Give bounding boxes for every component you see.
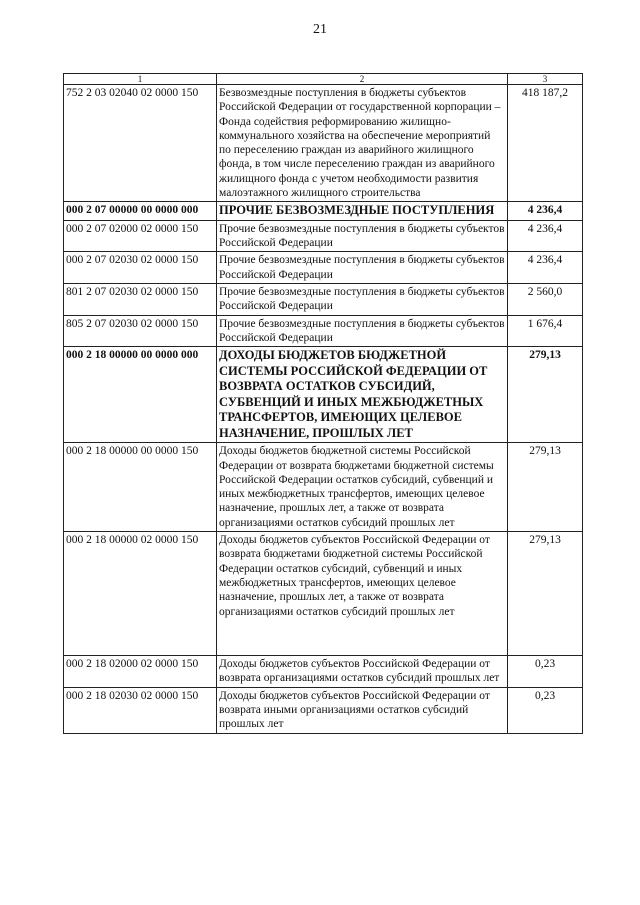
- amount-cell: 4 236,4: [508, 220, 583, 252]
- amount-cell: 4 236,4: [508, 202, 583, 221]
- revenue-name-cell: Доходы бюджетов бюджетной системы Российской Федерации от возврата бюджетами бюджетной системы Российской Федерации остатков субсидий, субвенций и иных межбюджетных трансфертов, имеющих целевое назначение, прошлых лет, а также от возврата организациями остатков субсидий прошлых лет: [217, 443, 508, 532]
- header-col-2: 2: [217, 74, 508, 85]
- table-row: [64, 315, 583, 347]
- revenue-name-cell: ПРОЧИЕ БЕЗВОЗМЕЗДНЫЕ ПОСТУПЛЕНИЯ: [217, 202, 508, 221]
- table-row: [64, 687, 583, 733]
- amount-cell: 0,23: [508, 687, 583, 733]
- revenue-name-cell: Прочие безвозмездные поступления в бюджеты субъектов Российской Федерации: [217, 252, 508, 284]
- budget-code-cell: 000 2 18 00000 00 0000 000: [64, 347, 217, 443]
- table-row: [64, 252, 583, 284]
- budget-code-cell: 801 2 07 02030 02 0000 150: [64, 284, 217, 316]
- amount-cell: 1 676,4: [508, 315, 583, 347]
- budget-code-cell: 000 2 07 02030 02 0000 150: [64, 252, 217, 284]
- budget-code-cell: 000 2 18 00000 00 0000 150: [64, 443, 217, 532]
- budget-code-cell: 805 2 07 02030 02 0000 150: [64, 315, 217, 347]
- table-header-row: [64, 74, 583, 85]
- table-row: [64, 284, 583, 316]
- table-row: [64, 656, 583, 688]
- budget-code-cell: 752 2 03 02040 02 0000 150: [64, 85, 217, 202]
- revenue-name-cell: Прочие безвозмездные поступления в бюджеты субъектов Российской Федерации: [217, 284, 508, 316]
- revenue-name-cell: Прочие безвозмездные поступления в бюджеты субъектов Российской Федерации: [217, 220, 508, 252]
- amount-cell: 279,13: [508, 532, 583, 656]
- budget-revenue-table: [63, 73, 583, 734]
- table-row: [64, 443, 583, 532]
- amount-cell: 2 560,0: [508, 284, 583, 316]
- revenue-name-cell: Доходы бюджетов субъектов Российской Федерации от возврата бюджетами бюджетной системы Российской Федерации остатков субсидий, субвенций и иных межбюджетных трансфертов, имеющих целевое назначение, прошлых лет, а также от возврата организациями остатков субсидий прошлых лет: [217, 532, 508, 656]
- budget-code-cell: 000 2 07 02000 02 0000 150: [64, 220, 217, 252]
- table-row: [64, 532, 583, 656]
- amount-cell: 279,13: [508, 347, 583, 443]
- revenue-name-cell: Доходы бюджетов субъектов Российской Федерации от возврата иными организациями остатков субсидий прошлых лет: [217, 687, 508, 733]
- budget-code-cell: 000 2 18 00000 02 0000 150: [64, 532, 217, 656]
- budget-code-cell: 000 2 18 02030 02 0000 150: [64, 687, 217, 733]
- amount-cell: 0,23: [508, 656, 583, 688]
- header-col-1: 1: [64, 74, 217, 85]
- amount-cell: 279,13: [508, 443, 583, 532]
- page-number: 21: [313, 22, 327, 37]
- revenue-name-cell: Доходы бюджетов субъектов Российской Федерации от возврата организациями остатков субсидий прошлых лет: [217, 656, 508, 688]
- table-row: [64, 347, 583, 443]
- amount-cell: 4 236,4: [508, 252, 583, 284]
- amount-cell: 418 187,2: [508, 85, 583, 202]
- header-col-3: 3: [508, 74, 583, 85]
- budget-code-cell: 000 2 18 02000 02 0000 150: [64, 656, 217, 688]
- table-row: [64, 220, 583, 252]
- revenue-name-cell: Безвозмездные поступления в бюджеты субъектов Российской Федерации от государственной корпорации – Фонда содействия реформированию жилищно-коммунального хозяйства на обеспечение мероприятий по переселению граждан из аварийного жилищного фонда, в том числе переселению граждан из аварийного жилищного фонда с учетом необходимости развития малоэтажного жилищного строительства: [217, 85, 508, 202]
- revenue-name-cell: ДОХОДЫ БЮДЖЕТОВ БЮДЖЕТНОЙ СИСТЕМЫ РОССИЙСКОЙ ФЕДЕРАЦИИ ОТ ВОЗВРАТА ОСТАТКОВ СУБСИДИЙ, СУБВЕНЦИЙ И ИНЫХ МЕЖБЮДЖЕТНЫХ ТРАНСФЕРТОВ, ИМЕЮЩИХ ЦЕЛЕВОЕ НАЗНАЧЕНИЕ, ПРОШЛЫХ ЛЕТ: [217, 347, 508, 443]
- budget-code-cell: 000 2 07 00000 00 0000 000: [64, 202, 217, 221]
- revenue-name-cell: Прочие безвозмездные поступления в бюджеты субъектов Российской Федерации: [217, 315, 508, 347]
- table-row: [64, 202, 583, 221]
- table-row: [64, 85, 583, 202]
